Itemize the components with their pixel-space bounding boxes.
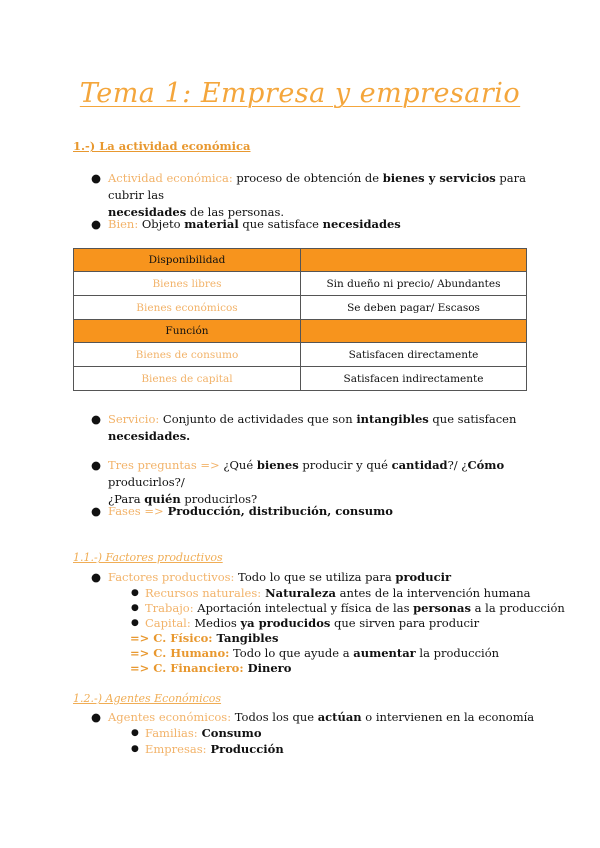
term: Fases => [108,504,164,518]
bullet-dot: ● [131,728,139,738]
sub-bullet-empresas: ● Empresas: Producción [131,742,284,756]
term: Servicio: [108,412,160,426]
bullet-factores: ● Factores productivos: Todo lo que se utiliza para producir [91,570,452,584]
bullet-actividad: ● Actividad económica: proceso de obtención de bienes y servicios para cubrir las necesidades de las personas. [91,171,526,219]
table-header-cell: Función [74,320,301,343]
term: Trabajo: [145,601,194,615]
term: Actividad económica: [108,171,233,185]
table-cell-value: Se deben pagar/ Escasos [301,296,527,320]
bullet-dot: ● [131,603,139,613]
capital-humano: => C. Humano: Todo lo que ayude a aumentar la producción [130,646,500,660]
bullet-preguntas: ● Tres preguntas => ¿Qué bienes producir y qué cantidad?/ ¿Cómo producirlos?/ ¿Para quién producirlos? [91,458,505,506]
section-heading-1: 1.-) La actividad económica [73,139,251,153]
table-row [74,343,527,367]
table-cell-label: Bienes libres [74,272,301,296]
bullet-dot: ● [91,217,102,231]
table-cell-value: Satisfacen directamente [301,343,527,367]
table-row [74,367,527,391]
bienes-table [73,248,527,391]
capital-financiero: => C. Financiero: Dinero [130,661,292,675]
bullet-dot: ● [91,412,102,426]
bullet-dot: ● [131,588,139,598]
bullet-dot: ● [91,171,102,185]
bullet-dot: ● [91,504,102,518]
term: Bien: [108,217,139,231]
term: Familias: [145,726,198,740]
table-header-row [74,320,527,343]
bullet-bien: ● Bien: Objeto material que satisface necesidades [91,217,401,231]
term: Factores productivos: [108,570,235,584]
term: Capital: [145,616,191,630]
table-cell-label: Bienes de capital [74,367,301,391]
table-cell-value: Sin dueño ni precio/ Abundantes [301,272,527,296]
section-heading-1-2: 1.2.-) Agentes Económicos [73,692,222,705]
term: Empresas: [145,742,207,756]
bullet-dot: ● [131,744,139,754]
table-header-cell [301,249,527,272]
bullet-dot: ● [91,458,102,472]
page-title: Tema 1: Empresa y empresario [79,78,521,109]
sub-bullet-trabajo: ● Trabajo: Aportación intelectual y física de las personas a la producción [131,601,565,615]
table-cell-label: Bienes de consumo [74,343,301,367]
section-heading-1-1: 1.1.-) Factores productivos [73,551,223,564]
bullet-fases: ● Fases => Producción, distribución, consumo [91,504,393,518]
table-cell-label: Bienes económicos [74,296,301,320]
term: Tres preguntas => [108,458,220,472]
bullet-servicio: ● Servicio: Conjunto de actividades que son intangibles que satisfacen necesidades. [91,412,517,443]
sub-bullet-recursos: ● Recursos naturales: Naturaleza antes de la intervención humana [131,586,531,600]
bullet-dot: ● [91,570,102,584]
table-header-cell: Disponibilidad [74,249,301,272]
table-row [74,296,527,320]
table-header-cell [301,320,527,343]
table-cell-value: Satisfacen indirectamente [301,367,527,391]
table-row [74,272,527,296]
capital-fisico: => C. Físico: Tangibles [130,631,279,645]
sub-bullet-capital: ● Capital: Medios ya producidos que sirven para producir [131,616,480,630]
bullet-agentes: ● Agentes económicos: Todos los que actúan o intervienen en la economía [91,710,535,724]
bullet-dot: ● [131,618,139,628]
term: Agentes económicos: [108,710,232,724]
sub-bullet-familias: ● Familias: Consumo [131,726,262,740]
bullet-dot: ● [91,710,102,724]
table-header-row [74,249,527,272]
term: Recursos naturales: [145,586,262,600]
